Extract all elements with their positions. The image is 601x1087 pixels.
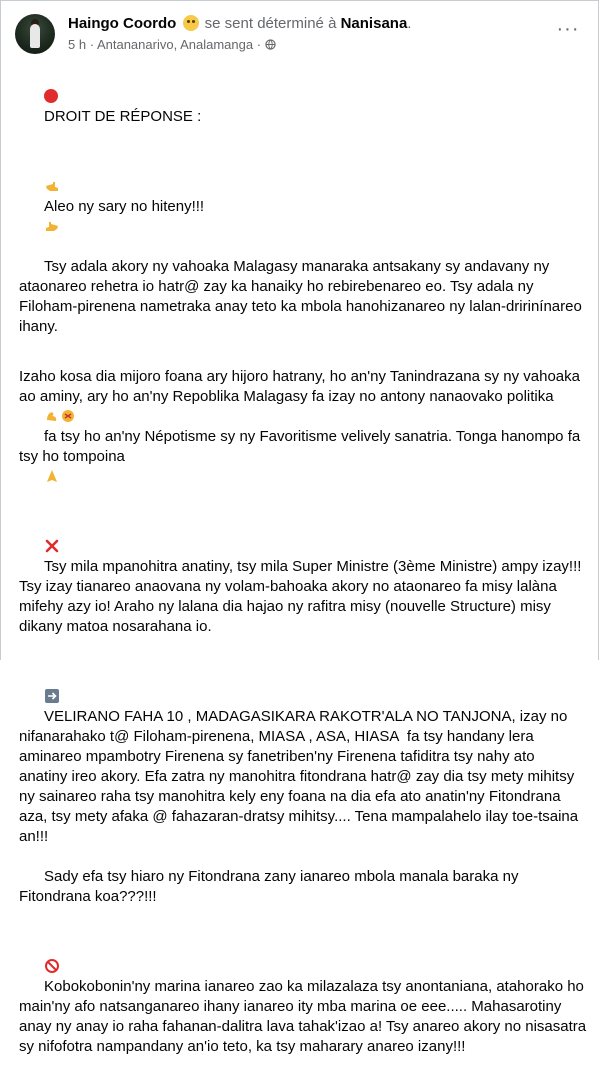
avatar[interactable] xyxy=(15,14,55,54)
muscle-icon xyxy=(44,408,60,424)
post-title: DROIT DE RÉPONSE : xyxy=(44,108,202,125)
prohibited-icon xyxy=(44,958,60,974)
more-options-button[interactable]: ··· xyxy=(556,17,580,40)
paragraph-1-body: Tsy adala akory ny vahoaka Malagasy manaraka antsakany sy andavany ny ataonareo rehetra io hatr@ zay ka hanaiky ho rebirebenareo eo. Tsy adala ny Filoham-pirenena nametraka anay teto ka mbola hanohizanareo ny lalan-dririnínareo ihany. xyxy=(19,258,587,335)
paragraph-4-body: VELIRANO FAHA 10 , MADAGASIKARA RAKOTR'ALA NO TANJONA, izay no nifanarahako t@ Filoham-pirenena, MIASA , ASA, HIASA fa tsy handany lera aminareo mpambotry Firenena sy fanetriben'ny Firenena tafiditra tsy nahy ato anatiny ireo akory. Efa zatra ny manohitra fitondrana hatr@ zay dia tsy mety mihitsy ny sainareo raha tsy manohitra kely eny foana na dia efa ato anatin'ny Fitondrana aza, tsy mety afaka @ fahazaran-dratsy mihitsy.... Tena mampalahelo ilay toe-tsaina an!!! xyxy=(19,708,583,845)
paragraph-3-body: Tsy mila mpanohitra anatiny, tsy mila Super Ministre (3ème Ministre) ampy izay!!! Tsy izay tianareo anaovana ny volam-bahoaka akory no ataonareo fa misy lalàna mifehy azy io! Araho ny lalana dia hajao ny rafitra misy (nouvelle Structure) misy dikany matoa nosarahana io. xyxy=(19,558,586,635)
red-circle-icon xyxy=(44,89,58,103)
cross-mark-icon xyxy=(44,538,60,554)
paragraph-2 xyxy=(19,367,587,507)
paragraph-1-lead: Aleo ny sary no hiteny!!! xyxy=(44,198,205,215)
paragraph-1 xyxy=(19,157,587,357)
post-meta: 5 h · Antananarivo, Analamanga · xyxy=(68,37,276,53)
paragraph-5-body: Kobokobonin'ny marina ianareo zao ka milazalaza tsy anontaniana, atahorako ho main'ny afo natsanganareo ihany ianareo ity mba marina oe eee..... Mahasarotiny anay ny anay io raha fahanan-dalitra lava tahak'izao a! Tsy anareo akory no nisasatra sy nifofotra nampandany an'io teto, ka tsy maharary anareo izany!!! xyxy=(19,978,591,1055)
determined-face-icon xyxy=(183,15,199,31)
feeling-text: se sent déterminé à xyxy=(204,15,337,32)
author-name[interactable]: Haingo Coordo xyxy=(68,15,177,32)
post-time[interactable]: 5 h xyxy=(68,37,87,52)
folded-hands-icon xyxy=(44,468,60,484)
post-title-line xyxy=(19,67,587,147)
globe-icon xyxy=(265,39,276,50)
post-location: Antananarivo, Analamanga xyxy=(96,37,254,52)
paragraph-4-question: Sady efa tsy hiaro ny Fitondrana zany ianareo mbola manala baraka ny Fitondrana koa???!!! xyxy=(19,868,523,905)
paragraph-3 xyxy=(19,517,587,657)
paragraph-5 xyxy=(19,937,591,1077)
post-content xyxy=(19,67,591,1087)
paragraph-2-lead: Izaho kosa dia mijoro foana ary hijoro hatrany, ho an'ny Tanindrazana sy ny vahoaka ao aminy, ary ho an'ny Repoblika Malagasy fa izay no antony nanaovako politika xyxy=(19,368,585,405)
paragraph-2-body: fa tsy ho an'ny Népotisme sy ny Favoritisme velively sanatria. Tonga hanompo fa tsy ho tompoina xyxy=(19,428,585,465)
place-link[interactable]: Nanisana xyxy=(340,15,408,32)
backhand-pointing-icon xyxy=(44,178,60,194)
right-arrow-icon xyxy=(44,688,60,704)
muscle-icon xyxy=(60,408,76,424)
author-line: Haingo Coordo se sent déterminé à Nanisana. xyxy=(68,15,412,32)
post-header xyxy=(1,1,598,67)
paragraph-4 xyxy=(19,667,587,927)
backhand-pointing-icon xyxy=(44,218,60,234)
